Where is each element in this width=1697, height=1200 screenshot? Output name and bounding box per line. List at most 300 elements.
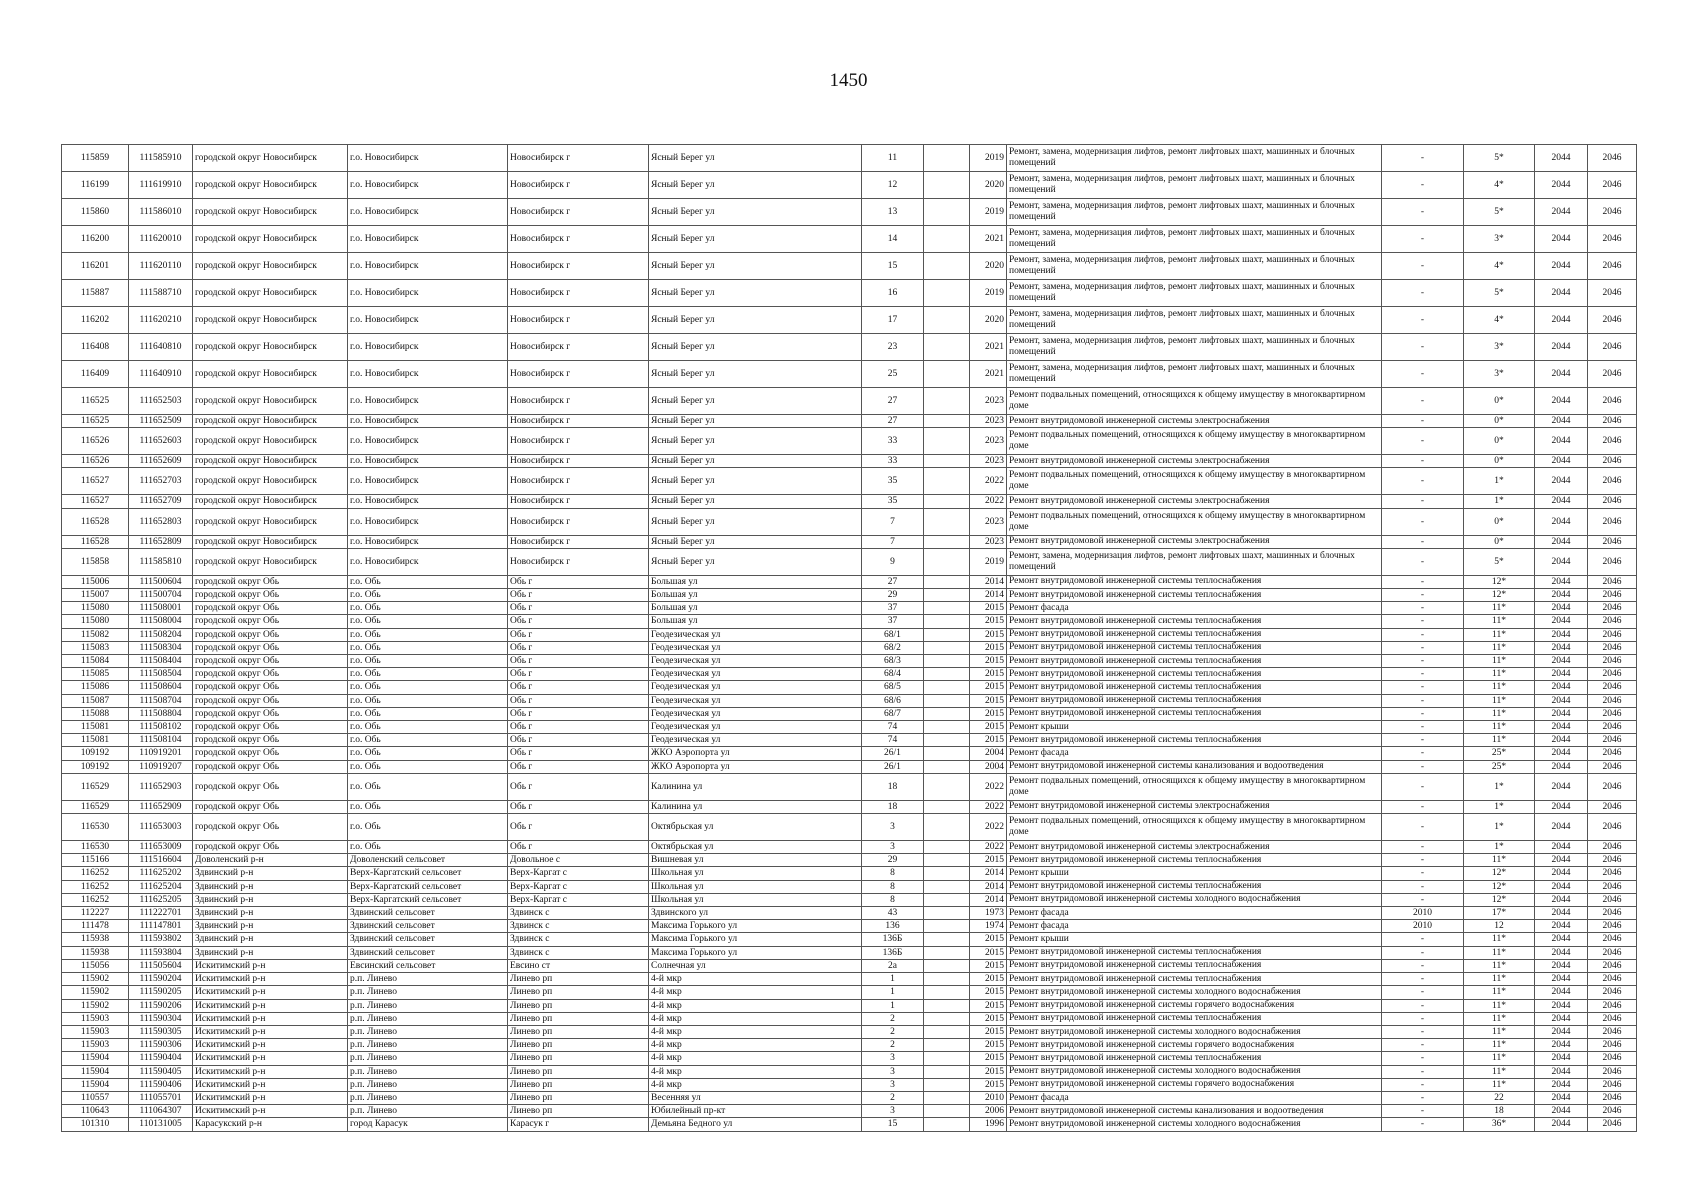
- cell-house-number: 1: [862, 986, 924, 999]
- cell-plan-end: 2046: [1588, 548, 1637, 575]
- cell-settlement: г.о. Новосибирск: [348, 468, 508, 495]
- table-row: [62, 1105, 1637, 1118]
- cell-building: [924, 508, 970, 535]
- cell-record-id: 111653009: [129, 841, 193, 854]
- cell-settlement: Верх-Каргатский сельсовет: [348, 893, 508, 906]
- cell-municipality: Искитимский р-н: [193, 1065, 348, 1078]
- cell-municipality: городской округ Обь: [193, 841, 348, 854]
- cell-house-number: 68/1: [862, 628, 924, 641]
- table-row: [62, 1012, 1637, 1025]
- cell-street: Ясный Берег ул: [649, 388, 862, 415]
- cell-settlement: Верх-Каргатский сельсовет: [348, 880, 508, 893]
- cell-locality: Обь г: [508, 655, 649, 668]
- cell-house-id: 116526: [62, 455, 129, 468]
- cell-wear: 0*: [1464, 535, 1535, 548]
- cell-house-id: 112227: [62, 907, 129, 920]
- cell-house-id: 115903: [62, 1039, 129, 1052]
- cell-settlement: г.о. Обь: [348, 800, 508, 813]
- cell-house-id: 116527: [62, 468, 129, 495]
- cell-building: [924, 959, 970, 972]
- cell-building: [924, 307, 970, 334]
- cell-settlement: г.о. Новосибирск: [348, 199, 508, 226]
- cell-last-repair-year: -: [1382, 602, 1464, 615]
- table-row: [62, 172, 1637, 199]
- cell-house-number: 7: [862, 508, 924, 535]
- cell-settlement: г.о. Новосибирск: [348, 508, 508, 535]
- cell-house-number: 3: [862, 1105, 924, 1118]
- table-row: [62, 226, 1637, 253]
- cell-house-number: 3: [862, 1065, 924, 1078]
- cell-wear: 11*: [1464, 959, 1535, 972]
- cell-last-repair-year: -: [1382, 508, 1464, 535]
- cell-last-repair-year: -: [1382, 145, 1464, 172]
- cell-building: [924, 1118, 970, 1131]
- cell-building: [924, 145, 970, 172]
- cell-locality: Евсино ст: [508, 959, 649, 972]
- cell-plan-start: 2044: [1535, 1065, 1588, 1078]
- cell-plan-start: 2044: [1535, 589, 1588, 602]
- cell-record-id: 111652809: [129, 535, 193, 548]
- cell-locality: Обь г: [508, 628, 649, 641]
- cell-locality: Линево рп: [508, 1091, 649, 1104]
- table-row: [62, 628, 1637, 641]
- table-row: [62, 589, 1637, 602]
- cell-house-id: 116200: [62, 226, 129, 253]
- cell-settlement: р.п. Линево: [348, 1065, 508, 1078]
- cell-work-type: Ремонт внутридомовой инженерной системы горячего водоснабжения: [1007, 1078, 1382, 1091]
- cell-house-id: 115086: [62, 681, 129, 694]
- cell-street: Октябрьская ул: [649, 814, 862, 841]
- cell-plan-end: 2046: [1588, 880, 1637, 893]
- cell-work-type: Ремонт крыши: [1007, 933, 1382, 946]
- cell-record-id: 111147801: [129, 920, 193, 933]
- cell-work-type: Ремонт внутридомовой инженерной системы электроснабжения: [1007, 415, 1382, 428]
- cell-settlement: г.о. Обь: [348, 773, 508, 800]
- cell-last-repair-year: -: [1382, 1118, 1464, 1131]
- cell-work-type: Ремонт внутридомовой инженерной системы холодного водоснабжения: [1007, 986, 1382, 999]
- cell-building: [924, 946, 970, 959]
- cell-work-type: Ремонт внутридомовой инженерной системы электроснабжения: [1007, 535, 1382, 548]
- cell-plan-end: 2046: [1588, 455, 1637, 468]
- cell-year: 2022: [970, 773, 1007, 800]
- cell-last-repair-year: -: [1382, 615, 1464, 628]
- cell-municipality: городской округ Обь: [193, 589, 348, 602]
- cell-settlement: г.о. Обь: [348, 747, 508, 760]
- cell-plan-end: 2046: [1588, 1012, 1637, 1025]
- cell-year: 2019: [970, 280, 1007, 307]
- cell-wear: 3*: [1464, 361, 1535, 388]
- cell-record-id: 111588710: [129, 280, 193, 307]
- cell-house-id: 116528: [62, 535, 129, 548]
- cell-wear: 1*: [1464, 814, 1535, 841]
- cell-locality: Линево рп: [508, 999, 649, 1012]
- table-row: [62, 880, 1637, 893]
- cell-work-type: Ремонт, замена, модернизация лифтов, ремонт лифтовых шахт, машинных и блочных помещений: [1007, 307, 1382, 334]
- cell-house-id: 115938: [62, 933, 129, 946]
- cell-plan-start: 2044: [1535, 199, 1588, 226]
- cell-building: [924, 880, 970, 893]
- table-row: [62, 548, 1637, 575]
- cell-record-id: 111585810: [129, 548, 193, 575]
- cell-plan-end: 2046: [1588, 508, 1637, 535]
- cell-wear: 5*: [1464, 280, 1535, 307]
- cell-municipality: городской округ Новосибирск: [193, 388, 348, 415]
- cell-house-id: 115902: [62, 973, 129, 986]
- cell-locality: Линево рп: [508, 973, 649, 986]
- cell-locality: Обь г: [508, 800, 649, 813]
- cell-plan-end: 2046: [1588, 1105, 1637, 1118]
- cell-plan-end: 2046: [1588, 668, 1637, 681]
- cell-municipality: Карасукский р-н: [193, 1118, 348, 1131]
- cell-year: 2022: [970, 468, 1007, 495]
- cell-record-id: 111625205: [129, 893, 193, 906]
- cell-house-id: 101310: [62, 1118, 129, 1131]
- cell-year: 2015: [970, 694, 1007, 707]
- table-row: [62, 973, 1637, 986]
- cell-work-type: Ремонт внутридомовой инженерной системы теплоснабжения: [1007, 854, 1382, 867]
- cell-municipality: городской округ Обь: [193, 800, 348, 813]
- cell-street: Большая ул: [649, 615, 862, 628]
- cell-wear: 11*: [1464, 707, 1535, 720]
- cell-building: [924, 1039, 970, 1052]
- cell-municipality: городской округ Обь: [193, 734, 348, 747]
- cell-plan-end: 2046: [1588, 773, 1637, 800]
- cell-work-type: Ремонт внутридомовой инженерной системы теплоснабжения: [1007, 628, 1382, 641]
- cell-plan-start: 2044: [1535, 145, 1588, 172]
- cell-house-id: 115082: [62, 628, 129, 641]
- cell-locality: Новосибирск г: [508, 535, 649, 548]
- cell-house-number: 7: [862, 535, 924, 548]
- cell-wear: 25*: [1464, 747, 1535, 760]
- cell-building: [924, 721, 970, 734]
- cell-work-type: Ремонт внутридомовой инженерной системы теплоснабжения: [1007, 694, 1382, 707]
- cell-plan-start: 2044: [1535, 495, 1588, 508]
- cell-plan-start: 2044: [1535, 468, 1588, 495]
- cell-work-type: Ремонт внутридомовой инженерной системы электроснабжения: [1007, 841, 1382, 854]
- cell-building: [924, 172, 970, 199]
- cell-record-id: 111652509: [129, 415, 193, 428]
- cell-municipality: городской округ Обь: [193, 681, 348, 694]
- cell-last-repair-year: -: [1382, 867, 1464, 880]
- cell-work-type: Ремонт внутридомовой инженерной системы канализования и водоотведения: [1007, 1105, 1382, 1118]
- cell-plan-end: 2046: [1588, 280, 1637, 307]
- cell-plan-end: 2046: [1588, 145, 1637, 172]
- cell-work-type: Ремонт крыши: [1007, 867, 1382, 880]
- cell-wear: 11*: [1464, 1012, 1535, 1025]
- cell-record-id: 111590206: [129, 999, 193, 1012]
- cell-settlement: г.о. Обь: [348, 707, 508, 720]
- cell-work-type: Ремонт внутридомовой инженерной системы теплоснабжения: [1007, 655, 1382, 668]
- cell-locality: Обь г: [508, 721, 649, 734]
- cell-last-repair-year: -: [1382, 800, 1464, 813]
- cell-wear: 11*: [1464, 641, 1535, 654]
- table-row: [62, 468, 1637, 495]
- cell-building: [924, 589, 970, 602]
- cell-plan-start: 2044: [1535, 226, 1588, 253]
- cell-municipality: городской округ Новосибирск: [193, 334, 348, 361]
- cell-last-repair-year: -: [1382, 334, 1464, 361]
- cell-building: [924, 1065, 970, 1078]
- cell-plan-start: 2044: [1535, 253, 1588, 280]
- cell-locality: Новосибирск г: [508, 199, 649, 226]
- cell-last-repair-year: -: [1382, 172, 1464, 199]
- cell-locality: Здвинск с: [508, 946, 649, 959]
- cell-house-number: 12: [862, 172, 924, 199]
- cell-house-id: 115056: [62, 959, 129, 972]
- cell-building: [924, 973, 970, 986]
- cell-record-id: 111593804: [129, 946, 193, 959]
- cell-house-number: 37: [862, 615, 924, 628]
- cell-municipality: городской округ Новосибирск: [193, 280, 348, 307]
- cell-year: 2015: [970, 1039, 1007, 1052]
- cell-year: 2021: [970, 334, 1007, 361]
- table-row: [62, 747, 1637, 760]
- cell-street: Весенняя ул: [649, 1091, 862, 1104]
- cell-work-type: Ремонт крыши: [1007, 721, 1382, 734]
- cell-plan-end: 2046: [1588, 1091, 1637, 1104]
- cell-plan-end: 2046: [1588, 172, 1637, 199]
- cell-street: Калинина ул: [649, 800, 862, 813]
- cell-last-repair-year: -: [1382, 535, 1464, 548]
- cell-year: 2023: [970, 535, 1007, 548]
- cell-plan-start: 2044: [1535, 946, 1588, 959]
- cell-plan-end: 2046: [1588, 641, 1637, 654]
- cell-house-number: 2: [862, 1025, 924, 1038]
- cell-year: 2020: [970, 172, 1007, 199]
- cell-plan-start: 2044: [1535, 455, 1588, 468]
- cell-plan-start: 2044: [1535, 172, 1588, 199]
- cell-house-id: 115860: [62, 199, 129, 226]
- cell-house-number: 29: [862, 854, 924, 867]
- cell-locality: Здвинск с: [508, 920, 649, 933]
- cell-house-id: 111478: [62, 920, 129, 933]
- cell-year: 2015: [970, 1012, 1007, 1025]
- cell-house-id: 115902: [62, 999, 129, 1012]
- cell-plan-end: 2046: [1588, 428, 1637, 455]
- cell-plan-end: 2046: [1588, 361, 1637, 388]
- cell-wear: 4*: [1464, 172, 1535, 199]
- cell-street: Вишневая ул: [649, 854, 862, 867]
- cell-street: 4-й мкр: [649, 1078, 862, 1091]
- cell-building: [924, 415, 970, 428]
- cell-last-repair-year: -: [1382, 388, 1464, 415]
- cell-settlement: г.о. Новосибирск: [348, 535, 508, 548]
- cell-street: Геодезическая ул: [649, 668, 862, 681]
- cell-street: Солнечная ул: [649, 959, 862, 972]
- page-number: 1450: [829, 70, 868, 91]
- cell-wear: 11*: [1464, 973, 1535, 986]
- cell-last-repair-year: -: [1382, 1039, 1464, 1052]
- cell-municipality: Искитимский р-н: [193, 986, 348, 999]
- cell-municipality: городской округ Обь: [193, 575, 348, 588]
- cell-record-id: 111620210: [129, 307, 193, 334]
- cell-municipality: Искитимский р-н: [193, 973, 348, 986]
- cell-record-id: 111652803: [129, 508, 193, 535]
- cell-municipality: Здвинский р-н: [193, 933, 348, 946]
- cell-plan-end: 2046: [1588, 800, 1637, 813]
- cell-municipality: Искитимский р-н: [193, 1052, 348, 1065]
- cell-year: 2015: [970, 734, 1007, 747]
- cell-plan-start: 2044: [1535, 933, 1588, 946]
- cell-plan-start: 2044: [1535, 681, 1588, 694]
- cell-plan-end: 2046: [1588, 999, 1637, 1012]
- cell-record-id: 111508304: [129, 641, 193, 654]
- cell-wear: 1*: [1464, 800, 1535, 813]
- cell-record-id: 111590205: [129, 986, 193, 999]
- table-row: [62, 814, 1637, 841]
- cell-plan-end: 2046: [1588, 589, 1637, 602]
- cell-work-type: Ремонт фасада: [1007, 907, 1382, 920]
- cell-work-type: Ремонт внутридомовой инженерной системы теплоснабжения: [1007, 707, 1382, 720]
- cell-last-repair-year: -: [1382, 959, 1464, 972]
- cell-house-id: 116526: [62, 428, 129, 455]
- cell-house-number: 68/4: [862, 668, 924, 681]
- cell-house-id: 116527: [62, 495, 129, 508]
- table-row: [62, 760, 1637, 773]
- cell-settlement: г.о. Обь: [348, 734, 508, 747]
- table-row: [62, 721, 1637, 734]
- cell-plan-end: 2046: [1588, 655, 1637, 668]
- cell-locality: Новосибирск г: [508, 428, 649, 455]
- cell-work-type: Ремонт подвальных помещений, относящихся к общему имуществу в многоквартирном доме: [1007, 388, 1382, 415]
- cell-record-id: 111064307: [129, 1105, 193, 1118]
- cell-house-number: 136: [862, 920, 924, 933]
- cell-record-id: 111508404: [129, 655, 193, 668]
- cell-last-repair-year: -: [1382, 361, 1464, 388]
- cell-record-id: 111508804: [129, 707, 193, 720]
- cell-wear: 5*: [1464, 199, 1535, 226]
- cell-plan-end: 2046: [1588, 1052, 1637, 1065]
- cell-municipality: городской округ Обь: [193, 747, 348, 760]
- cell-plan-start: 2044: [1535, 841, 1588, 854]
- cell-house-id: 115858: [62, 548, 129, 575]
- cell-year: 2023: [970, 455, 1007, 468]
- cell-plan-start: 2044: [1535, 1078, 1588, 1091]
- cell-street: Ясный Берег ул: [649, 415, 862, 428]
- cell-house-id: 115083: [62, 641, 129, 654]
- cell-plan-start: 2044: [1535, 734, 1588, 747]
- cell-record-id: 111508204: [129, 628, 193, 641]
- table-row: [62, 907, 1637, 920]
- cell-street: 4-й мкр: [649, 986, 862, 999]
- cell-house-id: 110557: [62, 1091, 129, 1104]
- table-row: [62, 361, 1637, 388]
- cell-work-type: Ремонт внутридомовой инженерной системы теплоснабжения: [1007, 668, 1382, 681]
- cell-work-type: Ремонт фасада: [1007, 747, 1382, 760]
- cell-year: 2010: [970, 1091, 1007, 1104]
- cell-house-id: 116252: [62, 867, 129, 880]
- cell-building: [924, 226, 970, 253]
- cell-last-repair-year: -: [1382, 734, 1464, 747]
- cell-street: Ясный Берег ул: [649, 199, 862, 226]
- cell-settlement: Доволенский сельсовет: [348, 854, 508, 867]
- cell-house-id: 116409: [62, 361, 129, 388]
- cell-plan-start: 2044: [1535, 694, 1588, 707]
- cell-building: [924, 602, 970, 615]
- table-row: [62, 334, 1637, 361]
- cell-work-type: Ремонт подвальных помещений, относящихся к общему имуществу в многоквартирном доме: [1007, 428, 1382, 455]
- cell-plan-start: 2044: [1535, 361, 1588, 388]
- cell-building: [924, 800, 970, 813]
- cell-plan-end: 2046: [1588, 694, 1637, 707]
- cell-house-number: 16: [862, 280, 924, 307]
- cell-settlement: г.о. Новосибирск: [348, 548, 508, 575]
- cell-record-id: 111500604: [129, 575, 193, 588]
- cell-year: 2015: [970, 973, 1007, 986]
- cell-municipality: городской округ Обь: [193, 628, 348, 641]
- cell-house-number: 37: [862, 602, 924, 615]
- cell-record-id: 110131005: [129, 1118, 193, 1131]
- cell-last-repair-year: -: [1382, 1078, 1464, 1091]
- cell-building: [924, 907, 970, 920]
- cell-year: 2015: [970, 933, 1007, 946]
- cell-plan-end: 2046: [1588, 334, 1637, 361]
- cell-house-number: 3: [862, 814, 924, 841]
- cell-building: [924, 1105, 970, 1118]
- cell-locality: Обь г: [508, 707, 649, 720]
- cell-street: Геодезическая ул: [649, 681, 862, 694]
- cell-house-number: 8: [862, 880, 924, 893]
- cell-work-type: Ремонт, замена, модернизация лифтов, ремонт лифтовых шахт, машинных и блочных помещений: [1007, 199, 1382, 226]
- cell-year: 2020: [970, 253, 1007, 280]
- table-row: [62, 1039, 1637, 1052]
- cell-work-type: Ремонт, замена, модернизация лифтов, ремонт лифтовых шахт, машинных и блочных помещений: [1007, 361, 1382, 388]
- cell-wear: 11*: [1464, 734, 1535, 747]
- cell-plan-start: 2044: [1535, 428, 1588, 455]
- cell-year: 2015: [970, 641, 1007, 654]
- cell-record-id: 111625204: [129, 880, 193, 893]
- cell-wear: 3*: [1464, 226, 1535, 253]
- cell-locality: Линево рп: [508, 1105, 649, 1118]
- cell-house-id: 115903: [62, 1012, 129, 1025]
- cell-plan-end: 2046: [1588, 415, 1637, 428]
- table-row: [62, 986, 1637, 999]
- cell-municipality: городской округ Новосибирск: [193, 535, 348, 548]
- cell-last-repair-year: -: [1382, 253, 1464, 280]
- cell-wear: 11*: [1464, 1065, 1535, 1078]
- cell-municipality: городской округ Обь: [193, 602, 348, 615]
- table-row: [62, 694, 1637, 707]
- cell-street: Геодезическая ул: [649, 734, 862, 747]
- table-row: [62, 933, 1637, 946]
- cell-locality: Обь г: [508, 602, 649, 615]
- cell-work-type: Ремонт внутридомовой инженерной системы теплоснабжения: [1007, 959, 1382, 972]
- cell-street: Большая ул: [649, 589, 862, 602]
- cell-plan-end: 2046: [1588, 707, 1637, 720]
- cell-plan-start: 2044: [1535, 814, 1588, 841]
- cell-work-type: Ремонт, замена, модернизация лифтов, ремонт лифтовых шахт, машинных и блочных помещений: [1007, 145, 1382, 172]
- table-row: [62, 707, 1637, 720]
- cell-last-repair-year: -: [1382, 548, 1464, 575]
- cell-locality: Новосибирск г: [508, 334, 649, 361]
- cell-plan-end: 2046: [1588, 986, 1637, 999]
- cell-locality: Новосибирск г: [508, 253, 649, 280]
- cell-locality: Новосибирск г: [508, 548, 649, 575]
- cell-building: [924, 334, 970, 361]
- cell-house-number: 3: [862, 841, 924, 854]
- cell-house-id: 116530: [62, 841, 129, 854]
- cell-house-number: 23: [862, 334, 924, 361]
- cell-municipality: городской округ Новосибирск: [193, 172, 348, 199]
- cell-house-number: 26/1: [862, 747, 924, 760]
- cell-plan-end: 2046: [1588, 1039, 1637, 1052]
- cell-record-id: 111590405: [129, 1065, 193, 1078]
- cell-last-repair-year: -: [1382, 1065, 1464, 1078]
- cell-record-id: 111222701: [129, 907, 193, 920]
- cell-settlement: г.о. Обь: [348, 681, 508, 694]
- cell-settlement: г.о. Обь: [348, 615, 508, 628]
- table-row: [62, 681, 1637, 694]
